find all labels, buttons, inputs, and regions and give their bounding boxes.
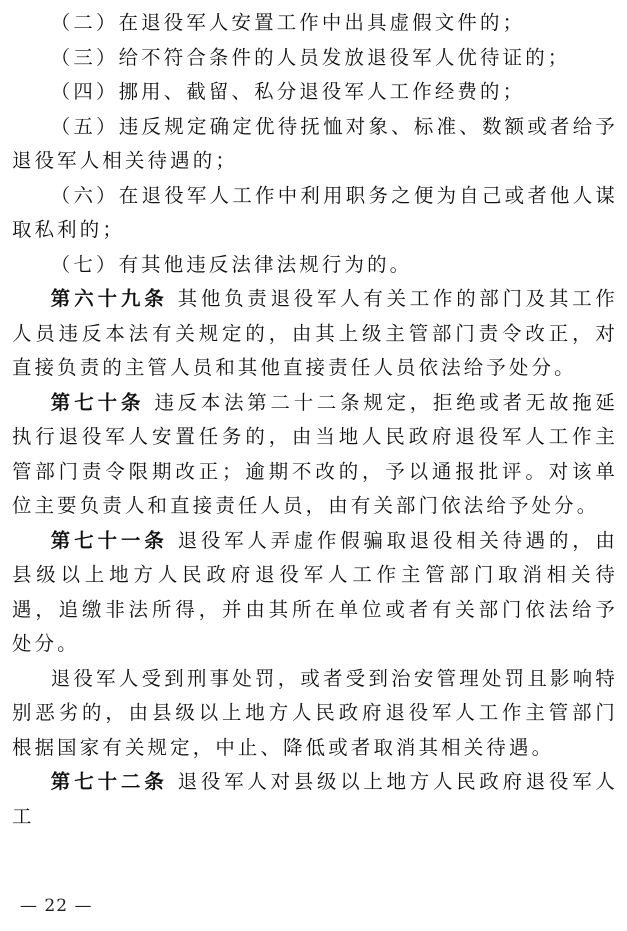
article-70-body: 违反本法第二十二条规定，拒绝或者无故拖延执行退役军人安置任务的，由当地人民政府退役军人工作主管部门责令限期改正；逾期不改的，予以通报批评。对该单位主要负责人和直接责任人员，由有关部门依法给予处分。 [12,390,618,517]
list-item-4: （四）挪用、截留、私分退役军人工作经费的； [50,80,526,103]
article-69 [12,282,618,386]
list-item-6: （六）在退役军人工作中利用职务之便为自己或者他人谋取私利的； [12,183,618,241]
article-72-heading: 第七十二条 [50,770,168,793]
list-item-7: （七）有其他违反法律法规行为的。 [50,252,413,276]
article-70 [12,386,618,524]
article-69-body: 其他负责退役军人有关工作的部门及其工作人员违反本法有关规定的，由其上级主管部门责令改正，对直接负责的主管人员和其他直接责任人员依法给予处分。 [12,287,618,379]
article-71 [12,524,618,662]
article-71-body: 退役军人弄虚作假骗取退役相关待遇的，由县级以上地方人民政府退役军人工作主管部门取消相关待遇，追缴非法所得，并由其所在单位或者有关部门依法给予处分。 [12,528,618,655]
list-item-2: （二）在退役军人安置工作中出具虚假文件的； [50,11,526,34]
article-70-heading: 第七十条 [50,390,145,414]
article-69-heading: 第六十九条 [50,287,168,310]
list-item-5: （五）违反规定确定优待抚恤对象、标准、数额或者给予退役军人相关待遇的； [12,114,618,172]
article-71-paragraph-2: 退役军人受到刑事处罚，或者受到治安管理处罚且影响特别恶劣的，由县级以上地方人民政府退役军人工作主管部门根据国家有关规定，中止、降低或者取消其相关待遇。 [12,666,618,759]
page-number: — 22 — [20,896,93,916]
document-page [12,6,618,834]
list-item-3: （三）给不符合条件的人员发放退役军人优待证的； [50,45,571,69]
article-72-body: 退役军人对县级以上地方人民政府退役军人工 [12,770,618,828]
article-72 [12,765,618,834]
article-71-heading: 第七十一条 [50,528,168,552]
